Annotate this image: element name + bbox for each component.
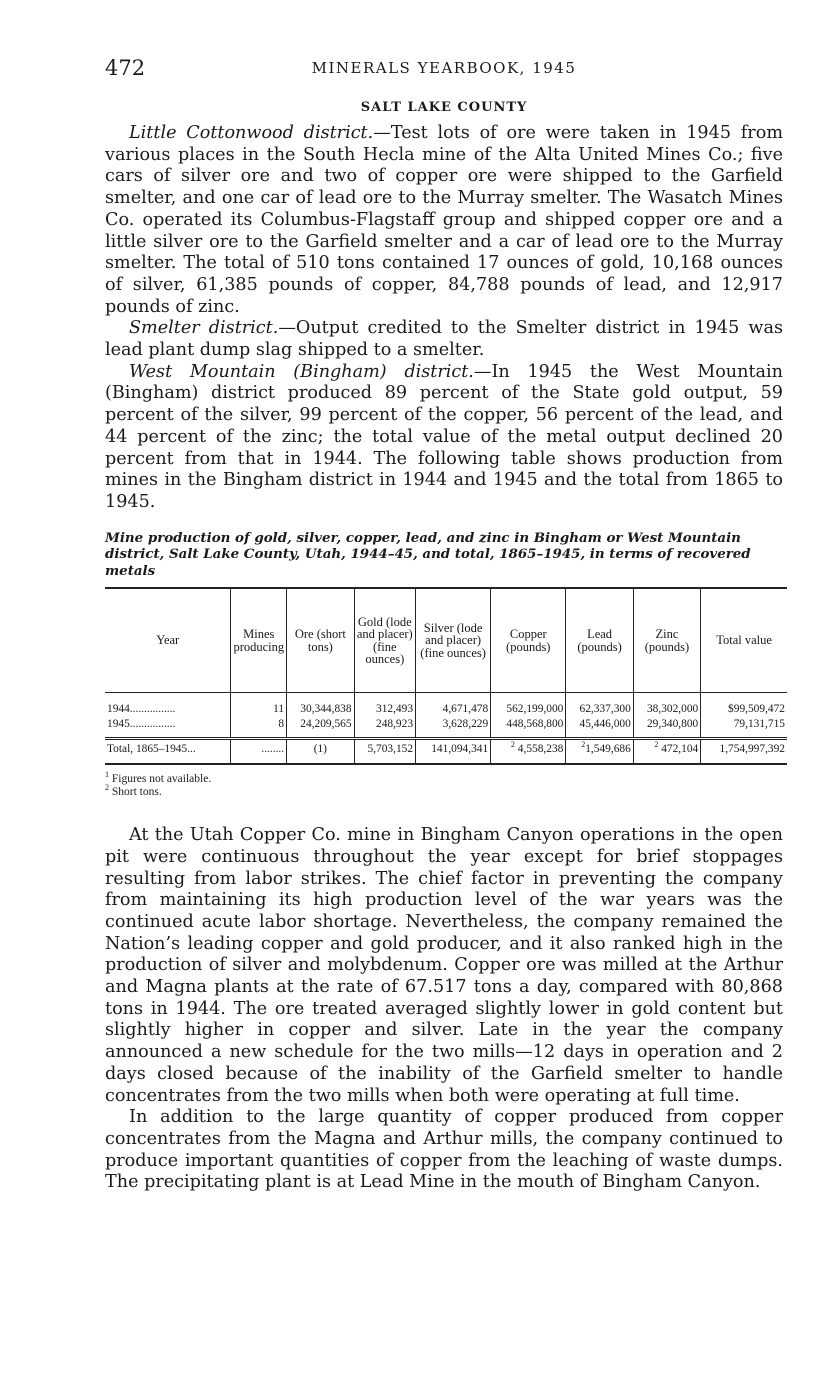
cell-lead: 62,337,300 [566,693,633,718]
cell-year: Total, 1865–1945... [105,739,231,765]
cell-ore: 30,344,838 [287,693,354,718]
cell-zinc: 38,302,000 [633,693,700,718]
column-header-total-value: Total value [701,588,787,693]
page-header [105,50,783,84]
footnote: $^2$ Short tons. [105,783,162,799]
district-heading: Little Cottonwood district. [129,123,374,143]
footnote: $^1$ Figures not available. [105,770,212,786]
cell-zinc: $^2$ 472,104 [633,739,700,765]
cell-ore: 24,209,565 [287,717,354,739]
paragraph-west-mountain [105,362,783,514]
cell-copper: 448,568,800 [491,717,566,739]
cell-lead: $^2$1,549,686 [566,739,633,765]
paragraph-addition: In addition to the large quantity of copper produced from copper concentrates from the Magna and Arthur mills, the company continued to produce important quantities of copper from the leaching of waste dumps. The precipitating plant is at Lead Mine in the mouth of Bingham Canyon. [105,1107,783,1193]
cell-gold: 248,923 [354,717,415,739]
column-header-zinc: Zinc (pounds) [633,588,700,693]
table-caption: Mine production of gold, silver, copper, lead, and zinc in Bingham or West Mountain district, Salt Lake County, Utah, 1944–45, and total, 1865–1945, in terms of recovered metals [105,529,751,579]
cell-copper: $^2$ 4,558,238 [491,739,566,765]
cell-gold: 312,493 [354,693,415,718]
cell-value: $99,509,472 [701,693,787,718]
footnote-mark: 2 [581,740,586,750]
cell-lead: 45,446,000 [566,717,633,739]
cell-year: 1944................ [107,703,176,716]
table-header-row [105,588,787,693]
paragraph-little-cottonwood [105,123,783,318]
column-header-lead: Lead (pounds) [566,588,633,693]
section-title: SALT LAKE COUNTY [360,100,528,115]
footnote-mark: 2 [654,740,659,750]
column-header-ore: Ore (short tons) [287,588,354,693]
cell-ore: (1) [287,739,354,765]
paragraph-text: —Output credited to the Smelter district in 1945 was lead plant dump slag shipped to a smelter. [105,318,783,361]
paragraph-text: —In 1945 the West Mountain (Bingham) district produced 89 percent of the State gold output, 59 percent of the silver, 99 percent of the copper, 56 percent of the lead, and 44 percent of the zinc; the total value of the metal output declined 20 percent from that in 1944. The following table shows production from mines in the Bingham district in 1944 and 1945 and the total from 1865 to 1945. [105,361,783,512]
document-page [105,50,783,1194]
paragraph-text: —Test lots of ore were taken in 1945 from various places in the South Hecla mine of the Alta United Mines Co.; five cars of silver ore and two of copper ore were shipped to the Garfield smelter, and one car of lead ore to the Murray smelter. The Wasatch Mines Co. operated its Columbus-Flagstaff group and shipped copper ore and a little silver ore to the Garfield smelter and a car of lead ore to the Murray smelter. The total of 510 tons contained 17 ounces of gold, 10,168 ounces of silver, 61,385 pounds of copper, 84,788 pounds of lead, and 12,917 pounds of zinc. [105,123,783,317]
running-title: MINERALS YEARBOOK, 1945 [311,59,577,77]
paragraph-smelter [105,318,783,361]
cell-value: 79,131,715 [701,717,787,739]
table-footnotes [105,770,783,799]
column-header-silver: Silver (lode and placer) (fine ounces) [416,588,491,693]
table-total-row [105,739,787,765]
footnote-mark: 2 [510,740,515,750]
column-header-copper: Copper (pounds) [491,588,566,693]
column-header-mines: Mines producing [231,588,287,693]
cell-silver: 3,628,229 [416,717,491,739]
cell-copper: 562,199,000 [491,693,566,718]
production-table [105,587,787,765]
cell-year: 1945................ [107,718,176,731]
district-heading: West Mountain (Bingham) district. [129,361,474,382]
cell-gold: 5,703,152 [354,739,415,765]
table-row [105,693,787,718]
column-header-year: Year [105,588,231,693]
cell-zinc: 29,340,800 [633,717,700,739]
cell-mines: 8 [231,717,287,739]
cell-mines: ........ [231,739,287,765]
table-row [105,717,787,739]
cell-mines: 11 [231,693,287,718]
district-heading: Smelter district. [129,318,279,339]
cell-value: 1,754,997,392 [701,739,787,765]
column-header-gold: Gold (lode and placer) (fine ounces) [354,588,415,693]
cell-silver: 4,671,478 [416,693,491,718]
page-number: 472 [105,56,146,80]
cell-silver: 141,094,341 [416,739,491,765]
paragraph-utah-copper: At the Utah Copper Co. mine in Bingham Canyon operations in the open pit were continuous throughout the year except for brief stoppages resulting from labor strikes. The chief factor in preventing the company from maintaining its high production level of the war years was the continued acute labor shortage. Nevertheless, the company remained the Nation’s leading copper and gold producer, and it also ranked high in the production of silver and molybdenum. Copper ore was milled at the Arthur and Magna plants at the rate of 67.517 tons a day, compared with 80,868 tons in 1944. The ore treated averaged slightly lower in gold content but slightly higher in copper and silver. Late in the year the company announced a new schedule for the two mills—12 days in operation and 2 days closed because of the inability of the Garfield smelter to handle concentrates from the two mills when both were operating at full time. [105,825,783,1106]
